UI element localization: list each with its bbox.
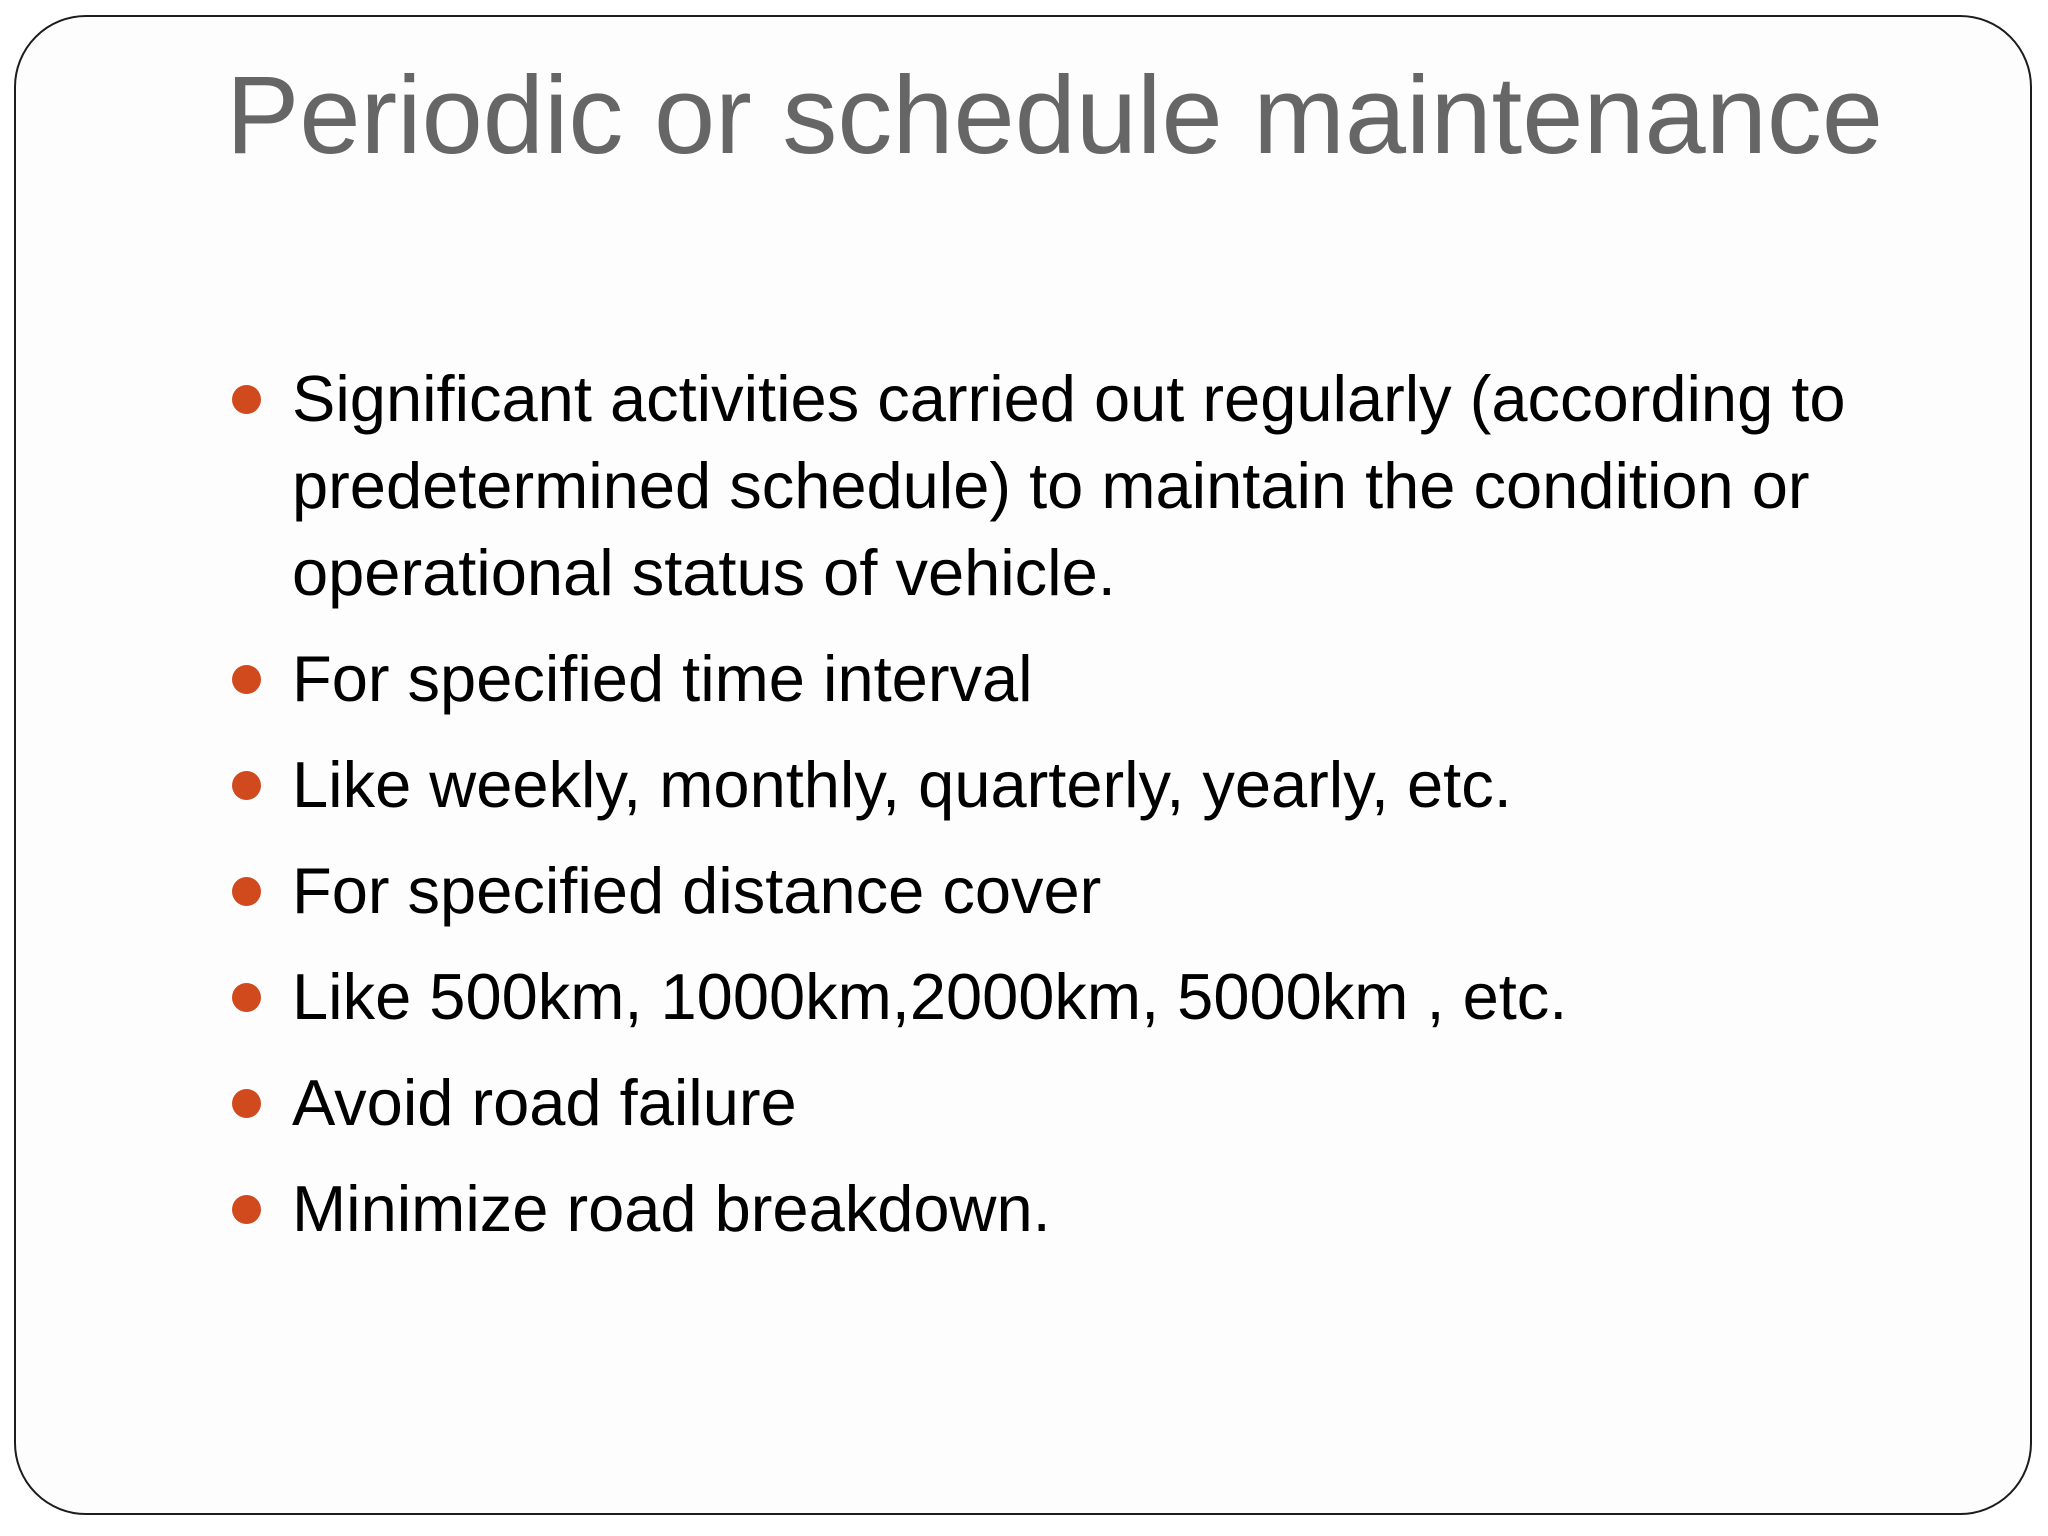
bullet-item xyxy=(232,953,1952,1040)
bullet-item xyxy=(232,635,1952,722)
bullet-dot-icon xyxy=(232,385,261,414)
bullet-dot-icon xyxy=(232,665,261,694)
bullet-dot-icon xyxy=(232,1195,261,1224)
bullet-item xyxy=(232,355,1952,616)
bullet-text: Significant activities carried out regularly (according to predetermined schedule) to maintain the condition or operational status of vehicle. xyxy=(292,362,1846,609)
bullet-list xyxy=(232,355,1952,1271)
bullet-item xyxy=(232,1059,1952,1146)
bullet-item xyxy=(232,741,1952,828)
bullet-text: For specified time interval xyxy=(292,642,1033,715)
bullet-dot-icon xyxy=(232,771,261,800)
bullet-item xyxy=(232,847,1952,934)
bullet-dot-icon xyxy=(232,877,261,906)
bullet-text: Minimize road breakdown. xyxy=(292,1172,1051,1245)
bullet-text: Like 500km, 1000km,2000km, 5000km , etc. xyxy=(292,960,1568,1033)
bullet-text: Avoid road failure xyxy=(292,1066,797,1139)
bullet-item xyxy=(232,1165,1952,1252)
bullet-text: For specified distance cover xyxy=(292,854,1102,927)
bullet-dot-icon xyxy=(232,1089,261,1118)
slide-frame xyxy=(14,15,2032,1515)
bullet-dot-icon xyxy=(232,983,261,1012)
bullet-text: Like weekly, monthly, quarterly, yearly, etc. xyxy=(292,748,1512,821)
slide-title: Periodic or schedule maintenance xyxy=(226,54,1884,177)
